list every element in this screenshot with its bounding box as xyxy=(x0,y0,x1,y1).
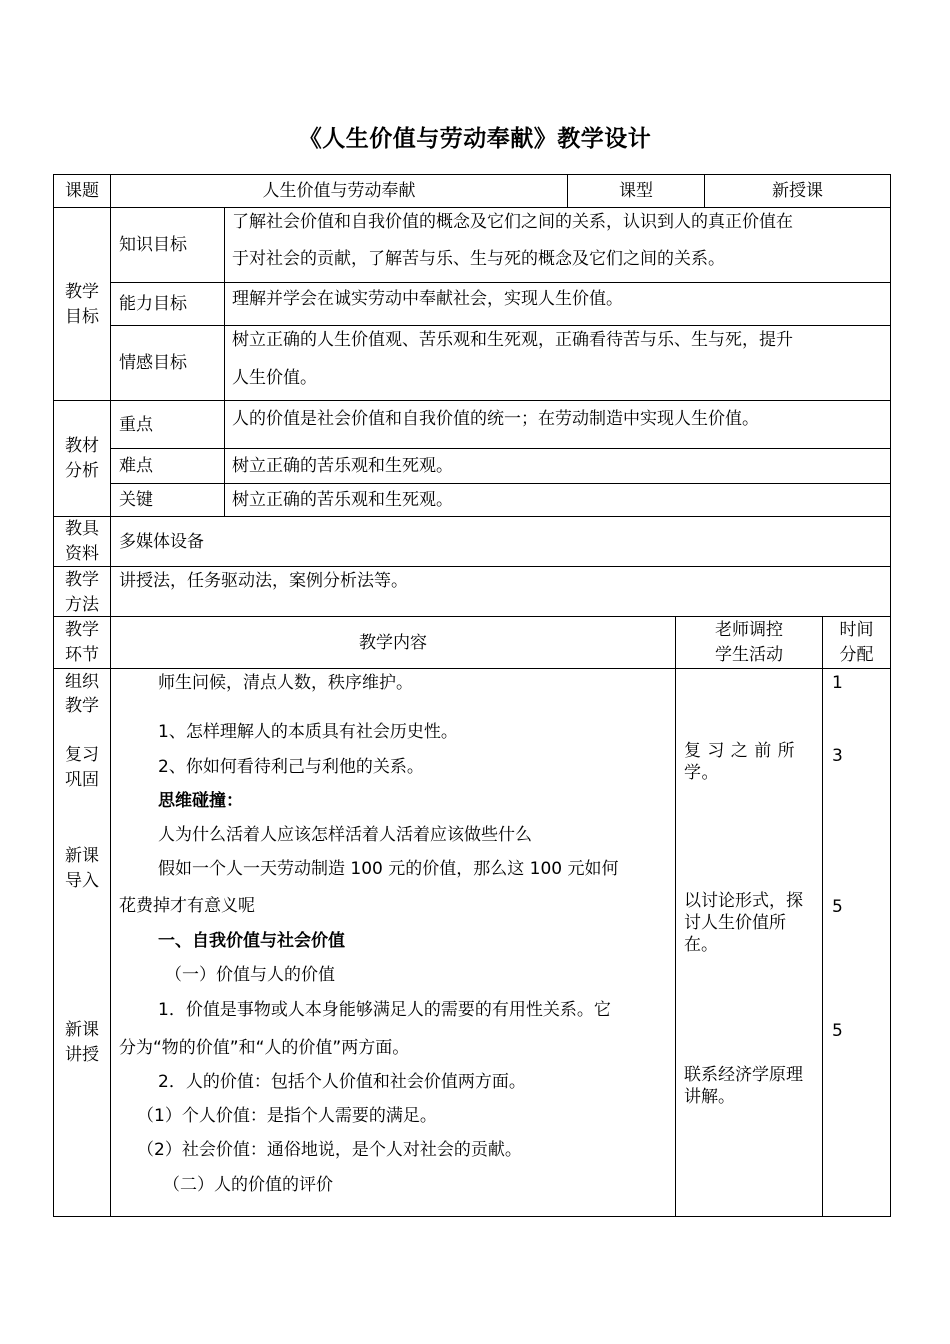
content-line: 1．价值是事物或人本身能够满足人的需要的有用性关系。它 xyxy=(158,1000,611,1020)
col-divider xyxy=(675,616,676,1217)
stage-label: 组织 xyxy=(65,672,99,692)
col-divider xyxy=(224,207,225,517)
objectives-label: 目标 xyxy=(65,307,99,327)
analysis-label: 分析 xyxy=(65,461,99,481)
row-divider xyxy=(53,616,891,617)
key-point-label: 重点 xyxy=(119,415,153,435)
tools-text: 多媒体设备 xyxy=(119,532,204,552)
key-point-text: 人的价值是社会价值和自我价值的统一；在劳动制造中实现人生价值。 xyxy=(232,409,759,429)
content-line: 分为“物的价值”和“人的价值”两方面。 xyxy=(119,1038,410,1058)
methods-text: 讲授法，任务驱动法，案例分析法等。 xyxy=(119,571,408,591)
topic-value: 人生价值与劳动奉献 xyxy=(262,181,416,201)
document-title: 《人生价值与劳动奉献》教学设计 xyxy=(298,126,652,152)
difficulty-label: 难点 xyxy=(119,456,153,476)
knowledge-goal-text: 了解社会价值和自我价值的概念及它们之间的关系，认识到人的真正价值在 xyxy=(232,212,793,232)
stage-label: 教学 xyxy=(65,696,99,716)
emotion-goal-text: 人生价值。 xyxy=(232,368,317,388)
activity-text: 以讨论形式，探讨人生价值所在。 xyxy=(684,891,803,955)
row-divider xyxy=(110,282,891,283)
ability-goal-label: 能力目标 xyxy=(119,294,187,314)
stage-label: 导入 xyxy=(65,871,99,891)
knowledge-goal-text: 于对社会的贡献，了解苦与乐、生与死的概念及它们之间的关系。 xyxy=(232,249,725,269)
content-line: 师生问候，清点人数，秩序维护。 xyxy=(158,673,413,693)
content-line: 1、怎样理解人的本质具有社会历史性。 xyxy=(158,722,458,742)
activity-text: 联系经济学原理讲解。 xyxy=(684,1065,803,1107)
time-value: 5 xyxy=(832,897,843,917)
crux-label: 关键 xyxy=(119,490,153,510)
crux-text: 树立正确的苦乐观和生死观。 xyxy=(232,490,453,510)
content-line: 假如一个人一天劳动制造 100 元的价值，那么这 100 元如何 xyxy=(158,859,619,879)
stage-label: 新课 xyxy=(65,846,99,866)
topic-label: 课题 xyxy=(65,181,99,201)
teacher-activity-header: 老师调控 xyxy=(715,620,783,640)
time-value: 5 xyxy=(832,1021,843,1041)
content-line: 2．人的价值：包括个人价值和社会价值两方面。 xyxy=(158,1072,526,1092)
objectives-label: 教学 xyxy=(65,282,99,302)
content-line: 一、自我价值与社会价值 xyxy=(158,931,345,951)
stage-label: 复习 xyxy=(65,745,99,765)
row-divider xyxy=(53,516,891,517)
type-label: 课型 xyxy=(619,181,653,201)
knowledge-goal-label: 知识目标 xyxy=(119,235,187,255)
methods-label: 教学 xyxy=(65,570,99,590)
row-divider xyxy=(53,566,891,567)
content-line: （1）个人价值：是指个人需要的满足。 xyxy=(137,1106,437,1126)
row-divider xyxy=(110,448,891,449)
time-value: 1 xyxy=(832,673,843,693)
row-divider xyxy=(53,400,891,401)
table-border-bottom xyxy=(53,1216,891,1217)
col-divider xyxy=(822,616,823,1217)
emotion-goal-label: 情感目标 xyxy=(119,353,187,373)
tools-label: 教具 xyxy=(65,519,99,539)
teacher-activity-header: 学生活动 xyxy=(715,645,783,665)
content-line: （二）人的价值的评价 xyxy=(163,1175,333,1195)
content-line: 花费掉才有意义呢 xyxy=(119,896,255,916)
type-value: 新授课 xyxy=(772,181,823,201)
row-divider xyxy=(110,483,891,484)
methods-label: 方法 xyxy=(65,595,99,615)
content-line: 人为什么活着人应该怎样活着人活着应该做些什么 xyxy=(158,825,532,845)
stage-header: 教学 xyxy=(65,620,99,640)
content-line: （一）价值与人的价值 xyxy=(165,965,335,985)
content-line: 2、你如何看待利己与利他的关系。 xyxy=(158,757,424,777)
stage-label: 讲授 xyxy=(65,1045,99,1065)
activity-text: 复 习 之 前 所 学。 xyxy=(684,741,796,783)
ability-goal-text: 理解并学会在诚实劳动中奉献社会，实现人生价值。 xyxy=(232,289,623,309)
table-border-top xyxy=(53,174,891,175)
stage-label: 巩固 xyxy=(65,770,99,790)
row-divider xyxy=(53,668,891,669)
difficulty-text: 树立正确的苦乐观和生死观。 xyxy=(232,456,453,476)
analysis-label: 教材 xyxy=(65,436,99,456)
col-divider xyxy=(110,174,111,1217)
content-line: 思维碰撞： xyxy=(158,791,243,811)
time-header: 分配 xyxy=(839,645,874,665)
content-line: （2）社会价值：通俗地说，是个人对社会的贡献。 xyxy=(137,1140,522,1160)
stage-header: 环节 xyxy=(65,645,99,665)
time-value: 3 xyxy=(832,746,843,766)
row-divider xyxy=(53,207,891,208)
emotion-goal-text: 树立正确的人生价值观、苦乐观和生死观，正确看待苦与乐、生与死，提升 xyxy=(232,330,793,350)
time-header: 时间 xyxy=(839,620,874,640)
table-border-right xyxy=(890,174,891,1217)
tools-label: 资料 xyxy=(65,544,99,564)
content-header: 教学内容 xyxy=(359,633,427,653)
stage-label: 新课 xyxy=(65,1020,99,1040)
row-divider xyxy=(110,325,891,326)
